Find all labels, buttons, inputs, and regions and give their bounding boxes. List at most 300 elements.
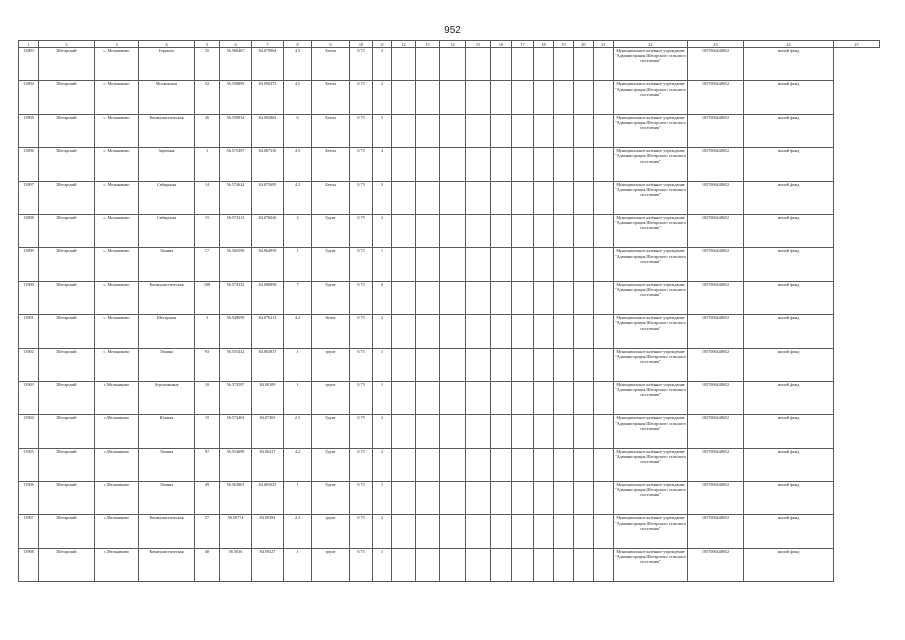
street-cell: Коммунистическая [139,281,195,314]
empty-cell [392,482,416,515]
empty-cell [512,181,534,214]
latitude-cell: 56.555432 [220,348,252,381]
locality-cell: с. Мельниково [95,114,139,147]
empty-cell [512,548,534,581]
row-number: 13896 [19,148,39,181]
empty-cell [466,548,491,581]
column-number: 1 [19,41,39,48]
ogrn-cell: 1057006448652 [688,148,744,181]
empty-cell [512,281,534,314]
latitude-cell: 56.5636 [220,548,252,581]
container-count-cell: 3 [373,48,392,81]
surface-cell: грунт [312,381,350,414]
container-count-cell: 1 [373,381,392,414]
district-cell: Шегарский [39,214,95,247]
purpose-cell: жилой фонд [744,548,834,581]
owner-cell: Муниципальное казённое учреждение "Администрация Шегарского сельского поселения" [614,548,688,581]
surface-cell: Грунт [312,448,350,481]
empty-cell [512,415,534,448]
empty-cell [574,448,594,481]
street-cell: Коммунистическая [139,114,195,147]
locality-cell: с. Мельниково [95,281,139,314]
empty-cell [416,415,440,448]
empty-cell [416,482,440,515]
purpose-cell: жилой фонд [744,114,834,147]
empty-cell [491,348,512,381]
owner-cell: Муниципальное казённое учреждение "Администрация Шегарского сельского поселения" [614,415,688,448]
volume-cell: 0.75 [350,114,373,147]
purpose-cell: жилой фонд [744,381,834,414]
container-count-cell: 2 [373,214,392,247]
house-number-cell: 1 [195,148,220,181]
surface-cell: грунт [312,348,350,381]
container-count-cell: 2 [373,448,392,481]
longitude-cell: 84.076026 [252,214,284,247]
empty-cell [466,81,491,114]
table-row [19,381,880,414]
table-row [19,548,880,581]
district-cell: Шегарский [39,114,95,147]
container-count-cell: 2 [373,415,392,448]
empty-cell [554,415,574,448]
locality-cell: с. Мельниково [95,81,139,114]
column-number: 21 [594,41,614,48]
locality-cell: с.Мельниково [95,448,139,481]
street-cell: Шегарская [139,315,195,348]
empty-cell [512,114,534,147]
empty-cell [416,181,440,214]
empty-cell [574,214,594,247]
empty-cell [392,214,416,247]
purpose-cell: жилой фонд [744,515,834,548]
owner-cell: Муниципальное казённое учреждение "Администрация Шегарского сельского поселения" [614,248,688,281]
empty-cell [392,348,416,381]
longitude-cell: 84.064959 [252,248,284,281]
empty-cell [416,248,440,281]
container-count-cell: 1 [373,248,392,281]
empty-cell [466,415,491,448]
empty-cell [440,281,466,314]
column-number: 19 [554,41,574,48]
empty-cell [594,214,614,247]
empty-cell [534,248,554,281]
table-row [19,281,880,314]
empty-cell [534,214,554,247]
longitude-cell: 84.079964 [252,48,284,81]
house-number-cell: 40 [195,548,220,581]
empty-cell [534,181,554,214]
surface-cell: Грунт [312,482,350,515]
house-number-cell: 3 [195,315,220,348]
empty-cell [392,315,416,348]
owner-cell: Муниципальное казённое учреждение "Администрация Шегарского сельского поселения" [614,81,688,114]
empty-cell [491,448,512,481]
owner-cell: Муниципальное казённое учреждение "Администрация Шегарского сельского поселения" [614,148,688,181]
empty-cell [512,248,534,281]
ogrn-cell: 1057006448652 [688,482,744,515]
empty-cell [574,348,594,381]
container-count-cell: 1 [373,348,392,381]
empty-cell [440,214,466,247]
empty-cell [554,315,574,348]
ogrn-cell: 1057006448652 [688,281,744,314]
empty-cell [392,515,416,548]
volume-cell: 0.75 [350,48,373,81]
longitude-cell: 84.07365 [252,415,284,448]
house-number-cell: 108 [195,281,220,314]
owner-cell: Муниципальное казённое учреждение "Администрация Шегарского сельского поселения" [614,214,688,247]
district-cell: Шегарский [39,248,95,281]
volume-cell: 0.75 [350,415,373,448]
empty-cell [512,148,534,181]
empty-cell [594,281,614,314]
owner-cell: Муниципальное казённое учреждение "Администрация Шегарского сельского поселения" [614,348,688,381]
purpose-cell: жилой фонд [744,214,834,247]
surface-cell: Бетон [312,48,350,81]
empty-cell [534,48,554,81]
surface-cell: Грунт [312,415,350,448]
area-cell: 6 [284,114,312,147]
column-number: 22 [614,41,688,48]
column-number: 8 [284,41,312,48]
ogrn-cell: 1057006448652 [688,448,744,481]
latitude-cell: 56.573313 [220,214,252,247]
street-cell: Южная [139,415,195,448]
empty-cell [534,448,554,481]
volume-cell: 0.75 [350,148,373,181]
empty-cell [416,214,440,247]
empty-cell [512,482,534,515]
longitude-cell: 84.08109 [252,381,284,414]
street-cell: Коммунистическая [139,548,195,581]
empty-cell [594,81,614,114]
district-cell: Шегарский [39,448,95,481]
column-number: 14 [440,41,466,48]
area-cell: 4.2 [284,448,312,481]
row-number: 13906 [19,482,39,515]
row-number: 13897 [19,181,39,214]
purpose-cell: жилой фонд [744,248,834,281]
latitude-cell: 56.573463 [220,415,252,448]
empty-cell [512,448,534,481]
owner-cell: Муниципальное казённое учреждение "Администрация Шегарского сельского поселения" [614,281,688,314]
empty-cell [466,515,491,548]
locality-cell: с. Мельниково [95,214,139,247]
latitude-cell: 56.563801 [220,482,252,515]
empty-cell [574,148,594,181]
locality-cell: с.Мельниково [95,381,139,414]
longitude-cell: 84.090473 [252,81,284,114]
empty-cell [574,181,594,214]
district-cell: Шегарский [39,381,95,414]
street-cell: Ленина [139,448,195,481]
empty-cell [512,214,534,247]
area-cell: 4.5 [284,48,312,81]
ogrn-cell: 1057006448652 [688,348,744,381]
street-cell: Горького [139,48,195,81]
empty-cell [534,315,554,348]
empty-cell [491,482,512,515]
empty-cell [392,181,416,214]
empty-cell [554,148,574,181]
latitude-cell: 56.558895 [220,81,252,114]
latitude-cell: 56.575497 [220,148,252,181]
empty-cell [534,548,554,581]
house-number-cell: 17 [195,248,220,281]
empty-cell [574,48,594,81]
area-cell: 1 [284,381,312,414]
empty-cell [594,248,614,281]
house-number-cell: 15 [195,214,220,247]
house-number-cell: 14 [195,181,220,214]
empty-cell [466,248,491,281]
empty-cell [440,315,466,348]
empty-cell [554,81,574,114]
column-number: 2 [39,41,95,48]
latitude-cell: 56.574624 [220,181,252,214]
district-cell: Шегарский [39,348,95,381]
house-number-cell: 93 [195,348,220,381]
area-cell: 1 [284,548,312,581]
empty-cell [440,114,466,147]
district-cell: Шегарский [39,48,95,81]
locality-cell: с.Мельниково [95,415,139,448]
ogrn-cell: 1057006448652 [688,415,744,448]
empty-cell [416,81,440,114]
volume-cell: 0.75 [350,381,373,414]
empty-cell [574,114,594,147]
locality-cell: с.Мельниково [95,548,139,581]
owner-cell: Муниципальное казённое учреждение "Администрация Шегарского сельского поселения" [614,114,688,147]
row-number: 13899 [19,248,39,281]
house-number-cell: 35 [195,48,220,81]
empty-cell [392,81,416,114]
empty-cell [392,448,416,481]
column-number: 3 [95,41,139,48]
district-cell: Шегарский [39,148,95,181]
empty-cell [491,548,512,581]
latitude-cell: 56.56774 [220,515,252,548]
empty-cell [594,548,614,581]
empty-cell [440,482,466,515]
column-number: 9 [312,41,350,48]
container-count-cell: 1 [373,548,392,581]
empty-cell [466,114,491,147]
empty-cell [416,315,440,348]
area-cell: 2.2 [284,515,312,548]
empty-cell [594,148,614,181]
district-cell: Шегарский [39,81,95,114]
empty-cell [554,381,574,414]
empty-cell [534,281,554,314]
surface-cell: Бетон [312,114,350,147]
empty-cell [574,548,594,581]
column-number: 24 [744,41,834,48]
empty-cell [512,348,534,381]
ogrn-cell: 1057006448652 [688,315,744,348]
empty-cell [534,482,554,515]
table-row [19,148,880,181]
empty-cell [594,381,614,414]
table-row [19,81,880,114]
empty-cell [534,148,554,181]
empty-cell [512,515,534,548]
locality-cell: с. Мельниково [95,315,139,348]
empty-cell [574,381,594,414]
longitude-cell: 84.092863 [252,114,284,147]
owner-cell: Муниципальное казённое учреждение "Администрация Шегарского сельского поселения" [614,482,688,515]
empty-cell [440,48,466,81]
table-row [19,181,880,214]
latitude-cell: 56.574352 [220,281,252,314]
empty-cell [392,148,416,181]
empty-cell [416,548,440,581]
empty-cell [392,548,416,581]
street-cell: Агрохимиков [139,381,195,414]
container-count-cell: 2 [373,81,392,114]
row-number: 13907 [19,515,39,548]
longitude-cell: 84.06417 [252,448,284,481]
volume-cell: 0.75 [350,315,373,348]
owner-cell: Муниципальное казённое учреждение "Администрация Шегарского сельского поселения" [614,181,688,214]
container-count-cell: 6 [373,281,392,314]
area-cell: 1 [284,248,312,281]
container-count-cell: 2 [373,315,392,348]
locality-cell: с. Мельниково [95,48,139,81]
locality-cell: с. Мельниково [95,181,139,214]
street-cell: Ленина [139,248,195,281]
table-row [19,48,880,81]
empty-cell [491,515,512,548]
owner-cell: Муниципальное казённое учреждение "Администрация Шегарского сельского поселения" [614,315,688,348]
empty-cell [594,181,614,214]
purpose-cell: жилой фонд [744,48,834,81]
empty-cell [594,315,614,348]
empty-cell [512,48,534,81]
locality-cell: с. Мельниково [95,248,139,281]
empty-cell [440,248,466,281]
purpose-cell: жилой фонд [744,348,834,381]
longitude-cell: 84.065625 [252,482,284,515]
volume-cell: 0.75 [350,248,373,281]
empty-cell [594,448,614,481]
empty-cell [440,148,466,181]
container-count-cell: 3 [373,181,392,214]
latitude-cell: 56.573597 [220,381,252,414]
page-number: 952 [444,25,461,36]
street-cell: Сибирская [139,214,195,247]
owner-cell: Муниципальное казённое учреждение "Администрация Шегарского сельского поселения" [614,381,688,414]
empty-cell [466,348,491,381]
row-number: 13893 [19,48,39,81]
empty-cell [554,448,574,481]
empty-cell [466,281,491,314]
empty-cell [594,515,614,548]
empty-cell [512,381,534,414]
volume-cell: 0.75 [350,81,373,114]
empty-cell [574,315,594,348]
empty-cell [392,48,416,81]
column-number: 18 [534,41,554,48]
area-cell: 2.5 [284,415,312,448]
empty-cell [440,548,466,581]
ogrn-cell: 1057006448652 [688,515,744,548]
house-number-cell: 49 [195,482,220,515]
empty-cell [491,214,512,247]
empty-cell [554,114,574,147]
locality-cell: с. Мельниково [95,148,139,181]
column-number: 15 [466,41,491,48]
area-cell: 4.5 [284,148,312,181]
empty-cell [440,348,466,381]
surface-cell: Грунт [312,248,350,281]
surface-cell: Грунт [312,214,350,247]
empty-cell [574,281,594,314]
empty-cell [574,482,594,515]
column-number: 16 [491,41,512,48]
table-row [19,482,880,515]
longitude-cell: 84.09327 [252,548,284,581]
empty-cell [491,114,512,147]
area-cell: 1 [284,348,312,381]
empty-cell [512,81,534,114]
empty-cell [594,415,614,448]
area-cell: 7 [284,281,312,314]
empty-cell [440,415,466,448]
volume-cell: 0.75 [350,448,373,481]
purpose-cell: жилой фонд [744,415,834,448]
volume-cell: 0.75 [350,482,373,515]
row-number: 13900 [19,281,39,314]
empty-cell [491,381,512,414]
house-number-cell: 10 [195,381,220,414]
empty-cell [534,415,554,448]
district-cell: Шегарский [39,482,95,515]
district-cell: Шегарский [39,315,95,348]
empty-cell [491,281,512,314]
latitude-cell: 56.566599 [220,248,252,281]
volume-cell: 0.75 [350,515,373,548]
column-number: 25 [834,41,880,48]
column-number: 23 [688,41,744,48]
empty-cell [440,448,466,481]
empty-cell [534,381,554,414]
empty-cell [534,348,554,381]
purpose-cell: жилой фонд [744,148,834,181]
empty-cell [466,181,491,214]
empty-cell [554,548,574,581]
column-number: 11 [373,41,392,48]
row-number: 13903 [19,381,39,414]
empty-cell [574,515,594,548]
empty-cell [392,415,416,448]
owner-cell: Муниципальное казённое учреждение "Администрация Шегарского сельского поселения" [614,515,688,548]
street-cell: Московская [139,81,195,114]
empty-cell [416,381,440,414]
longitude-cell: 84.076213 [252,315,284,348]
column-number: 12 [392,41,416,48]
district-cell: Шегарский [39,548,95,581]
empty-cell [554,281,574,314]
table-row [19,448,880,481]
empty-cell [554,181,574,214]
longitude-cell: 84.063837 [252,348,284,381]
locality-cell: с.Мельниково [95,515,139,548]
empty-cell [574,415,594,448]
container-count-cell: 3 [373,114,392,147]
empty-cell [594,114,614,147]
empty-cell [392,281,416,314]
